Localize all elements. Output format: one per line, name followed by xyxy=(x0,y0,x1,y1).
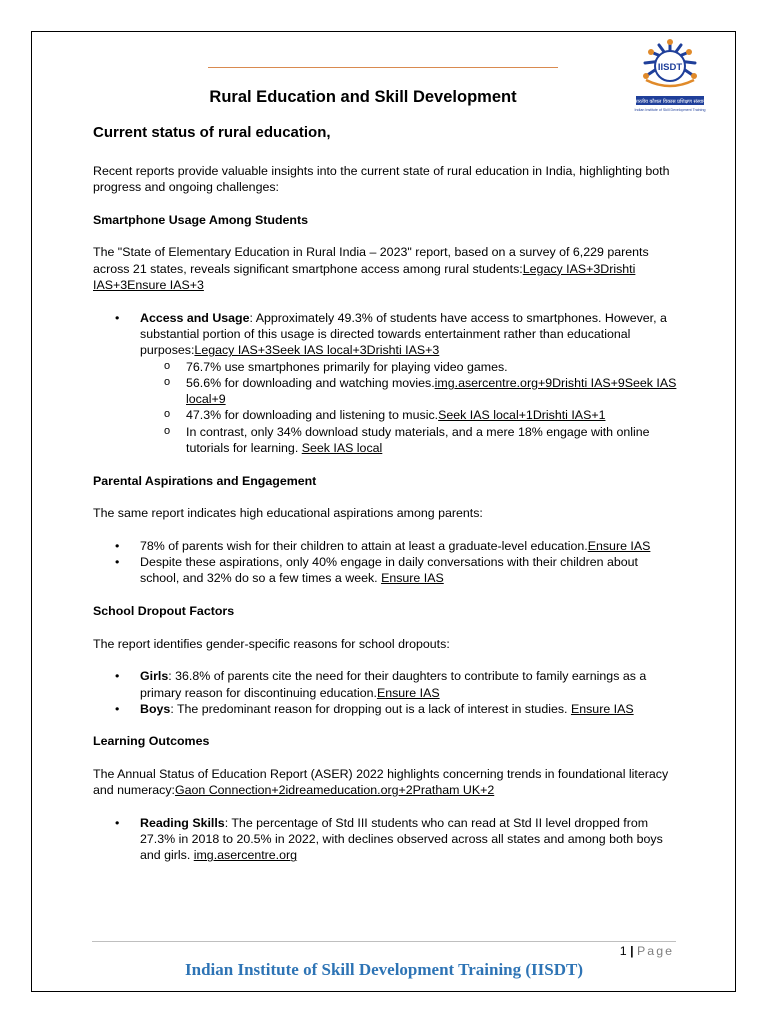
source-link[interactable]: Seek IAS local xyxy=(301,441,383,456)
learning-paragraph: The Annual Status of Education Report (ASER) 2022 highlights concerning trends in foundational literacy and numeracy:Gaon Connection+2idreameducation.org+2Pratham UK+2 xyxy=(93,766,669,798)
list-item: • 78% of parents wish for their children to attain at least a graduate-level education.Ensure IAS xyxy=(93,538,678,554)
smartphone-list xyxy=(93,310,678,457)
learning-list xyxy=(93,815,678,864)
list-item: • Access and Usage: Approximately 49.3% of students have access to smartphones. However, a substantial portion of this usage is directed towards entertainment rather than educational purposes:Legacy IAS+3Seek IAS local+3Drishti IAS+3 o 76.7% use smartphones primarily for playing video games. o 56.6% for downloading and watching movies.img.asercentre.org+9Drishti IAS+9Seek IAS local+9 o 47.3% for downloading and listening to music.Seek IAS local+1Drishti IAS+1 o In contrast, only 34% download study materials, and a mere 18% engage with online tutorials for learning. Seek IAS local xyxy=(93,310,678,457)
sub-list-item: o In contrast, only 34% download study materials, and a mere 18% engage with online tutorials for learning. Seek IAS local xyxy=(140,424,678,457)
svg-text:भारतीय कौशल विकास प्रशिक्षण सं: भारतीय कौशल विकास प्रशिक्षण संस्थान xyxy=(633,99,707,105)
dropout-heading: School Dropout Factors xyxy=(93,604,235,619)
source-link[interactable]: Ensure IAS xyxy=(587,538,651,553)
source-link[interactable]: Legacy IAS+3Seek IAS local+3Drishti IAS+3 xyxy=(194,343,440,358)
list-item: • Reading Skills: The percentage of Std III students who can read at Std II level dropped from 27.3% in 2018 to 20.5% in 2022, with declines observed across all states and among both boys and girls. img.asercentre.org xyxy=(93,815,678,864)
dropout-paragraph: The report identifies gender-specific reasons for school dropouts: xyxy=(93,636,450,651)
section-title: Current status of rural education, xyxy=(93,124,331,141)
learning-heading: Learning Outcomes xyxy=(93,734,210,749)
source-link[interactable]: Ensure IAS xyxy=(381,571,444,586)
sub-list-item: o 76.7% use smartphones primarily for playing video games. xyxy=(140,359,678,375)
list-item: • Girls: 36.8% of parents cite the need for their daughters to contribute to family earnings as a primary reason for discontinuing education.Ensure IAS xyxy=(93,668,678,701)
page-number: 1 | Page xyxy=(619,944,674,958)
document-body xyxy=(93,163,678,864)
dropout-list xyxy=(93,668,678,717)
source-link[interactable]: Gaon Connection+2idreameducation.org+2Pratham UK+2 xyxy=(174,783,495,798)
source-link[interactable]: img.asercentre.org xyxy=(193,848,298,863)
svg-text:Indian Institute of Skill Deve: Indian Institute of Skill Development Training xyxy=(634,108,706,112)
source-link[interactable]: img.asercentre.org+9Drishti IAS+9Seek IAS local+9 xyxy=(186,375,677,407)
list-item: • Despite these aspirations, only 40% engage in daily conversations with their children about school, and 32% do so a few times a week. Ensure IAS xyxy=(93,554,678,587)
parental-paragraph: The same report indicates high educational aspirations among parents: xyxy=(93,506,483,521)
source-link[interactable]: Legacy IAS+3Drishti IAS+3Ensure IAS+3 xyxy=(93,261,636,293)
footer-rule xyxy=(92,941,676,942)
smartphone-heading: Smartphone Usage Among Students xyxy=(93,212,309,227)
svg-text:IISDT: IISDT xyxy=(657,62,683,73)
intro-paragraph: Recent reports provide valuable insights into the current state of rural education in India, highlighting both progress and ongoing challenges: xyxy=(93,164,670,195)
source-link[interactable]: Seek IAS local+1Drishti IAS+1 xyxy=(438,408,606,423)
source-link[interactable]: Ensure IAS xyxy=(376,685,440,700)
parental-list xyxy=(93,538,678,587)
footer-institute-name: Indian Institute of Skill Development Training (IISDT) xyxy=(185,960,583,979)
smartphone-sublist xyxy=(140,359,678,457)
document-title: Rural Education and Skill Development xyxy=(209,88,517,106)
list-item: • Boys: The predominant reason for dropping out is a lack of interest in studies. Ensure IAS xyxy=(93,701,678,717)
sub-list-item: o 47.3% for downloading and listening to music.Seek IAS local+1Drishti IAS+1 xyxy=(140,407,678,423)
smartphone-paragraph: The "State of Elementary Education in Rural India – 2023" report, based on a survey of 6,229 parents across 21 states, reveals significant smartphone access among rural students:Legacy IAS+3Drishti IAS+3Ensure IAS+3 xyxy=(93,245,649,293)
sub-list-item: o 56.6% for downloading and watching movies.img.asercentre.org+9Drishti IAS+9Seek IAS local+9 xyxy=(140,375,678,408)
parental-heading: Parental Aspirations and Engagement xyxy=(93,473,317,488)
header-rule xyxy=(208,67,558,68)
source-link[interactable]: Ensure IAS xyxy=(570,701,634,716)
